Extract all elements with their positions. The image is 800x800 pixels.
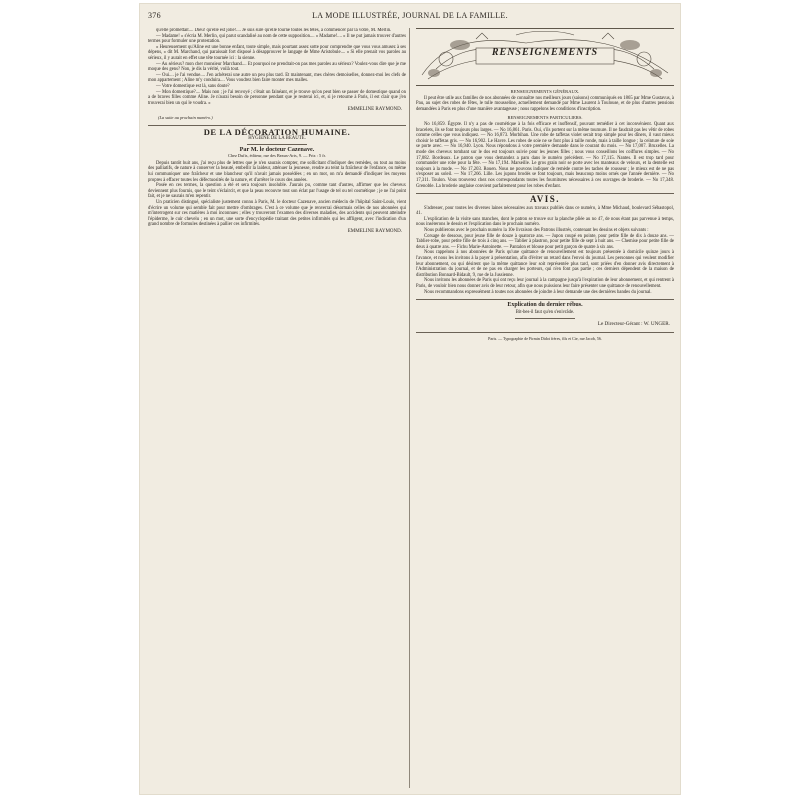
story-paragraph: — Madame! » s'écria M. Merlin, qui parut scandalisé au nom de cette supposition.... « Madame!.... » Il ne put jamais trouver d'autres termes pour formuler une protestation.	[148, 33, 406, 45]
story-paragraph: — Votre domestique est là, sans doute?	[156, 83, 230, 89]
right-column	[416, 28, 674, 794]
banner-title: RENSEIGNEMENTS	[491, 47, 599, 58]
printer-line: Paris. — Typographie de Firmin Didot frères, fils et Cie, rue Jacob, 56.	[488, 335, 602, 341]
rebus-answer: Bit-bes-il faut qu'en s'enivrâde.	[515, 309, 575, 315]
page-header	[148, 11, 672, 23]
article-paragraph: Un praticien distingué, spécialiste justement connu à Paris, M. le docteur Cazenave, ancien médecin de l'hôpital Saint-Louis, vient d'écrire un volume qui semble fait pour mettre d'ombrages. C'est à ce volume que je renverrai désormais celles de nos abonnées qui m'interrogent sur ces matières à moi inconnues ; elles y trouveront l'examen des diverses maladies, des accidents qui peuvent atteindre l'épiderme, le cuir chevelu ; en un mot, une sorte d'encyclopédie traitant des petites infirmités qui les affligent, avec l'indication d'un grand nombre de formules destinées à pallier ces infirmités.	[148, 200, 406, 228]
particular-text: No 16,859. Égypte. Il n'y a pas de cosmétique à la fois efficace et inoffensif, pouvant remédier à cet inconvénient. Quant aux bracelets, ils se font toujours plus larges. — No 16,861. Paris. Oui, s'ils portent sur la même tournure. Il ne faudrait pas les vêtir de robes comme celles que vous indiquez. — No 16,873. Morbihan. Une robe de taffetas violet serait trop simple pour les dîners, il vaut mieux choisir le taffetas gris. — No 16,902. Le Havre. Les robes de soie ne se font plus à taille ronde, mais à taille longue ; la ceinture de soie se porte avec. — No 16,940. Lyon. Nous répondons à votre première demande dans le courant du mois. — No 17,007. Bruxelles. La mode des cheveux tombant sur le dos est toujours suivie pour les jeunes filles ; nous vous conseillons les coiffures simples. — No 17,082. Bordeaux. Le patron que vous demandez a paru dans le numéro précédent. — No 17,115. Nantes. Il est trop tard pour commander une robe pour la fête. — No 17,194. Marseille. Le gros grain noir se porte avec les manteaux de velours, et la dentelle est toujours à la mode. — No 17,203. Rouen. Nous ne pouvons indiquer de remède contre les taches de rousseur ; le mieux est de ne pas s'exposer au soleil. — No 17,266. Lille. Les jupons brodés se font toujours, mais beaucoup moins ornés que l'année dernière. — No 17,311. Toulon. Vous trouverez chez nos correspondants toutes les fournitures nécessaires à ces ouvrages de broderie. — No 17,348. Grenoble. La broderie anglaise convient parfaitement pour les robes d'enfant.	[416, 121, 674, 189]
article-signature: EMMELINE RAYMOND.	[347, 229, 402, 234]
column-divider	[409, 28, 410, 788]
rebus-heading: Explication du dernier rébus.	[507, 302, 583, 309]
renseignements-banner	[416, 28, 674, 86]
article-subtitle: HYGIÈNE DE LA BEAUTÉ.	[248, 136, 306, 142]
section-rule	[515, 318, 575, 319]
avis-paragraph: Nous publierons avec le prochain numéro la 10e livraison des Patrons illustrés, contenant les dessins et objets suivants :	[424, 228, 649, 234]
avis-paragraph: Nous recommandons expressément à toutes nos abonnées de joindre à leur demande une des dernières bandes du journal.	[424, 289, 652, 295]
section-rule	[416, 332, 674, 333]
avis-title: AVIS.	[529, 194, 561, 205]
left-column	[148, 28, 406, 794]
continued-note: (La suite au prochain numéro.)	[158, 114, 213, 120]
story-paragraph: qu'elle promettait.... Dieu! qu'elle est jolie!.... Je suis sûre qu'elle tourne toutes les têtes, à commencer par la vôtre, M. Merlin.	[156, 28, 392, 33]
section-rule	[148, 125, 406, 126]
story-paragraph: — Mon domestique?.... Mais non ; je l'ai renvoyé ; c'était un fainéant, et je trouve qu'on peut bien se passer de domestique quand on a de braves filles comme Aline. Je n'aurai besoin de personne pendant que je resterai ici, et, si je retourne à Paris, il est clair que j'en trouverai bien un qui le voudra. »	[148, 89, 406, 106]
story-paragraph: — Oui.... je l'ai vendue.... J'en achèterai une autre un peu plus tard. Et maintenant, mes chères demoiselles, donnez-moi les clefs de mon appartement ; Aline m'y conduira.... Vous voudrez bien faire monter mes malles.	[148, 72, 406, 84]
general-heading: RENSEIGNEMENTS GÉNÉRAUX.	[510, 89, 580, 94]
article-author: Par M. le docteur Cazenave.	[239, 145, 315, 153]
journal-title: LA MODE ILLUSTRÉE, JOURNAL DE LA FAMILLE.	[312, 11, 508, 20]
article-paragraph: Depuis tantôt huit ans, j'ai reçu plus de lettres que je n'en saurais compter, me sollicitant d'indiquer des remèdes, ou tout au moins des palliatifs, de nature à conserver la beauté, embellir la laideur, atténuer la jeunesse, rendre au teint la fraîcheur de l'enfance, ou même lui communiquer une fraîcheur et une blancheur qu'il n'avait jamais possédées ; en un mot, on m'a demandé d'indiquer les moyens propres à effacer toutes les défectuosités de la nature, et d'arrêter le cours des années.	[148, 160, 406, 183]
story-signature: EMMELINE RAYMOND.	[347, 107, 402, 113]
avis-paragraph: L'explication de la visite sans manches, dont le patron se trouve sur la planche pliée au no 47, de nous étant pas parvenue à temps, nous insérerons le dessin et l'explication dans le prochain numéro.	[416, 216, 674, 228]
general-text: Il peut être utile aux familles de nos abonnées de connaître nos meilleurs jours (saisons) communiqués en 1865 par Mme Gustavus, à Pau, au sujet des robes de fêtes, le tulle mousseline, actuellement demandé par Mme Laurent à Toulouse, et de plus d'autres pensions demandées à Paris en plus d'une manière avantageuse ; nous rappelons les conditions d'inscription.	[416, 95, 674, 112]
article-title: DE LA DÉCORATION HUMAINE.	[203, 126, 351, 137]
particular-heading: RENSEIGNEMENTS PARTICULIERS.	[507, 115, 583, 121]
story-paragraph: — Au sérieux? mon cher monsieur Marchand.... Et pourquoi ne prendrait-on pas mes paroles au sérieux? Voulez-vous dire que je me moque des gens? Non, je dis la vérité, voilà tout.	[148, 61, 406, 73]
director-line: Le Directeur-Gérant : W. UNGER.	[597, 321, 670, 328]
story-paragraph: « Heureusement qu'Aline est une bonne enfant, toute simple, mais pourtant assez sotte pour comprendre que vous vous amusez à ses dépens, » dit M. Marchand, qui paraissait fort disposé à désapprouver le langage de Mme Aristobule.... « Si elle prenait vos paroles au sérieux, il y aurait en effet une tête tournée ici : la sienne.	[148, 44, 406, 61]
section-rule	[247, 144, 307, 145]
avis-paragraph: Nous rappelons à nos abonnées de Paris qu'une quittance de renouvellement est toujours présentée à domicile quinze jours à l'avance, et nous les invitons à la payer à présentation, afin d'éviter un retard dans l'envoi du journal. Les personnes qui veulent modifier leur abonnement, ou qui désirent que la même quittance leur soit représentée plus tard, sont priées d'en donner avis directement à l'Administration du journal, et de ne pas en charger les porteurs, qui n'en font pas partie ; ces derniers dépendent de la maison de distribution Bonnard-Bidault, 9, rue de la Jussienne.	[416, 250, 674, 278]
avis-paragraph: S'adresser, pour toutes les diverses laines nécessaires aux travaux publiés dans ce numéro, à Mme Michaud, boulevard Sébastopol, 41.	[416, 205, 674, 217]
article-publisher: Chez Dufis, éditeur, rue des Beaux-Arts, 9. — Prix : 5 fr.	[228, 153, 326, 159]
newspaper-page	[140, 4, 680, 794]
avis-paragraph: Corsage de dessous, pour jeune fille de douze à quatorze ans. — Jupon coupé en pointe, pour petite fille de dix à douze ans. — Tablier-robe, pour petite fille de trois à cinq ans. — Tablier à plastron, pour petite fille de sept à huit ans. — Chemise pour petite fille de deux à quatre ans. — Fichu Marie-Antoinette. — Pantalon et blouse pour petit garçon de quatre à six ans.	[416, 233, 674, 250]
avis-paragraph: Nous invitons les abonnées de Paris qui ont reçu leur journal à la campagne jusqu'à l'expiration de leur abonnement, et qui rentrent à Paris, de vouloir bien nous donner avis de leur retour, afin que nous puissions leur faire présenter une quittance de renouvellement.	[416, 278, 674, 289]
article-paragraph: Posée en ces termes, la question a été et sera toujours insoluble. J'aurais pu, comme tant d'autres, affirmer que les cheveux deviennent plus fournis, que le teint s'éclaircit, et que la peau recouvre tout son éclat par l'usage de tel ou tel cosmétique ; je ne l'ai point fait, et je ne saurais m'en repentir.	[148, 183, 406, 200]
section-rule	[416, 299, 674, 300]
page-number: 376	[148, 11, 161, 20]
